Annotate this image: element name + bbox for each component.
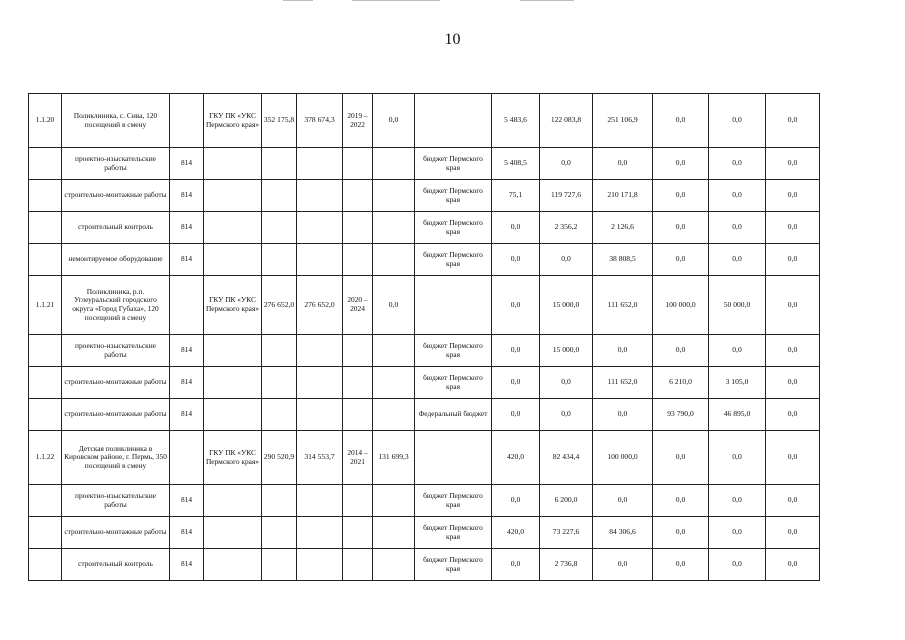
table-cell: 0,0	[653, 148, 709, 180]
table-cell	[297, 399, 343, 431]
table-cell: 814	[170, 148, 204, 180]
table-cell: 0,0	[653, 431, 709, 485]
table-cell: 0,0	[709, 94, 766, 148]
table-cell: ГКУ ПК «УКС Пермского края»	[204, 94, 262, 148]
table-cell: ГКУ ПК «УКС Пермского края»	[204, 276, 262, 335]
table-cell	[29, 148, 62, 180]
table-subrow	[29, 335, 820, 367]
table-cell: 0,0	[766, 94, 820, 148]
table-cell: 276 652,0	[262, 276, 297, 335]
table-cell: строительный контроль	[62, 212, 170, 244]
table-cell: 0,0	[492, 485, 540, 517]
table-cell	[204, 549, 262, 581]
table-cell: немонтируемое оборудование	[62, 244, 170, 276]
table-cell: 0,0	[653, 94, 709, 148]
table-cell	[262, 212, 297, 244]
table-cell: 0,0	[766, 517, 820, 549]
top-rule-middle	[352, 0, 440, 1]
table-cell	[297, 244, 343, 276]
table-cell: 1.1.22	[29, 431, 62, 485]
table-subrow	[29, 485, 820, 517]
table-cell: 0,0	[492, 212, 540, 244]
table-cell: 0,0	[540, 399, 593, 431]
table-cell: 814	[170, 517, 204, 549]
table-cell: 0,0	[766, 335, 820, 367]
top-rule-left	[283, 0, 313, 1]
table-cell: 2 736,8	[540, 549, 593, 581]
table-cell: 111 652,0	[593, 276, 653, 335]
table-cell: 5 408,5	[492, 148, 540, 180]
table-cell: проектно-изыскательские работы	[62, 148, 170, 180]
table-subrow	[29, 549, 820, 581]
table-cell: 814	[170, 549, 204, 581]
table-cell	[204, 244, 262, 276]
table-cell	[29, 335, 62, 367]
table-cell: 0,0	[593, 485, 653, 517]
table-cell: 0,0	[709, 244, 766, 276]
table-cell: 84 306,6	[593, 517, 653, 549]
table-cell: 0,0	[766, 431, 820, 485]
table-cell	[29, 485, 62, 517]
table-cell	[373, 367, 415, 399]
table-cell: 0,0	[540, 148, 593, 180]
table-cell: 0,0	[766, 367, 820, 399]
table-cell	[204, 212, 262, 244]
table-cell: 0,0	[709, 517, 766, 549]
table-cell	[262, 549, 297, 581]
table-cell	[262, 367, 297, 399]
table-cell	[29, 212, 62, 244]
table-cell: 100 000,0	[653, 276, 709, 335]
table-subrow	[29, 212, 820, 244]
table-cell: 276 652,0	[297, 276, 343, 335]
table-cell	[297, 549, 343, 581]
table-cell: 814	[170, 335, 204, 367]
top-rule-right	[520, 0, 574, 1]
table-cell: 0,0	[492, 276, 540, 335]
table-cell	[170, 276, 204, 335]
table-cell	[204, 335, 262, 367]
table-cell: бюджет Пермского края	[415, 485, 492, 517]
table-subrow	[29, 244, 820, 276]
table-cell: ГКУ ПК «УКС Пермского края»	[204, 431, 262, 485]
table-cell	[343, 517, 373, 549]
table-cell: 0,0	[709, 148, 766, 180]
table-cell	[297, 485, 343, 517]
table-cell: 6 210,0	[653, 367, 709, 399]
table-cell: 420,0	[492, 517, 540, 549]
table-cell: 0,0	[709, 180, 766, 212]
table-cell	[343, 399, 373, 431]
table-cell	[373, 180, 415, 212]
table-cell: 0,0	[653, 244, 709, 276]
table-cell	[170, 431, 204, 485]
table-cell: 93 790,0	[653, 399, 709, 431]
table-subrow	[29, 517, 820, 549]
table-cell	[297, 148, 343, 180]
budget-table	[28, 93, 820, 581]
table-cell: 352 175,8	[262, 94, 297, 148]
table-cell: 0,0	[373, 94, 415, 148]
table-cell: 50 000,0	[709, 276, 766, 335]
table-cell	[262, 399, 297, 431]
table-cell: 119 727,6	[540, 180, 593, 212]
table-cell: Детская поликлиника в Кировском районе, г. Пермь, 350 посещений в смену	[62, 431, 170, 485]
table-cell: бюджет Пермского края	[415, 517, 492, 549]
table-cell	[415, 276, 492, 335]
table-cell: бюджет Пермского края	[415, 549, 492, 581]
table-cell: 0,0	[709, 212, 766, 244]
table-cell	[297, 180, 343, 212]
table-cell	[297, 335, 343, 367]
table-cell: 0,0	[766, 399, 820, 431]
table-cell: 0,0	[766, 485, 820, 517]
table-cell: 15 000,0	[540, 335, 593, 367]
table-cell	[343, 148, 373, 180]
table-cell: 2 126,6	[593, 212, 653, 244]
table-cell: 0,0	[653, 335, 709, 367]
table-cell: 0,0	[593, 399, 653, 431]
table-cell: 814	[170, 367, 204, 399]
table-cell	[204, 485, 262, 517]
table-cell	[262, 517, 297, 549]
table-cell	[262, 485, 297, 517]
table-cell	[297, 517, 343, 549]
table-cell: бюджет Пермского края	[415, 335, 492, 367]
table-cell: 420,0	[492, 431, 540, 485]
table-cell: 0,0	[492, 399, 540, 431]
table-cell: 0,0	[653, 517, 709, 549]
table-cell	[343, 485, 373, 517]
table-cell: бюджет Пермского края	[415, 244, 492, 276]
table-cell	[29, 549, 62, 581]
table-cell: 0,0	[709, 485, 766, 517]
table-cell	[262, 244, 297, 276]
table-cell	[29, 399, 62, 431]
table-body	[29, 94, 820, 581]
table-cell	[343, 335, 373, 367]
table-cell: 0,0	[766, 276, 820, 335]
table-cell	[373, 335, 415, 367]
table-cell: 0,0	[709, 431, 766, 485]
table-cell: 0,0	[766, 180, 820, 212]
table-cell: 0,0	[766, 244, 820, 276]
table-cell	[29, 244, 62, 276]
table-cell	[262, 180, 297, 212]
table-cell	[204, 180, 262, 212]
table-subrow	[29, 399, 820, 431]
table-cell: 122 083,8	[540, 94, 593, 148]
table-cell	[373, 244, 415, 276]
table-cell: 5 483,6	[492, 94, 540, 148]
table-cell: строительный контроль	[62, 549, 170, 581]
table-cell	[204, 399, 262, 431]
table-cell: 0,0	[766, 549, 820, 581]
table-cell: 0,0	[492, 244, 540, 276]
table-cell	[262, 335, 297, 367]
table-subrow	[29, 180, 820, 212]
table-cell: 0,0	[593, 148, 653, 180]
table-cell: бюджет Пермского края	[415, 148, 492, 180]
table-cell: 3 105,0	[709, 367, 766, 399]
table-cell: 378 674,3	[297, 94, 343, 148]
table-cell: Поликлиника, р.п. Углеуральский городского округа «Город Губаха», 120 посещений в смену	[62, 276, 170, 335]
table-cell: бюджет Пермского края	[415, 367, 492, 399]
table-cell	[343, 244, 373, 276]
table-cell: 1.1.20	[29, 94, 62, 148]
table-cell: 75,1	[492, 180, 540, 212]
table-cell: 0,0	[653, 549, 709, 581]
table-subrow	[29, 367, 820, 399]
table-cell	[262, 148, 297, 180]
table-cell: 46 895,0	[709, 399, 766, 431]
table-cell: строительно-монтажные работы	[62, 367, 170, 399]
table-cell: 0,0	[709, 335, 766, 367]
table-subrow	[29, 148, 820, 180]
table-cell: 38 808,5	[593, 244, 653, 276]
table-cell	[204, 148, 262, 180]
table-cell: 814	[170, 212, 204, 244]
table-cell	[29, 180, 62, 212]
table-cell	[373, 549, 415, 581]
table-cell: 0,0	[653, 212, 709, 244]
table-cell: 814	[170, 244, 204, 276]
table-cell: Поликлиника, с. Сива, 120 посещений в смену	[62, 94, 170, 148]
table-cell: бюджет Пермского края	[415, 212, 492, 244]
table-cell: 82 434,4	[540, 431, 593, 485]
table-cell: 0,0	[653, 485, 709, 517]
table-cell: 1.1.21	[29, 276, 62, 335]
table-cell: 0,0	[766, 148, 820, 180]
table-cell: 0,0	[766, 212, 820, 244]
table-cell	[297, 367, 343, 399]
table-row	[29, 431, 820, 485]
table-cell: 15 000,0	[540, 276, 593, 335]
table-cell	[297, 212, 343, 244]
table-cell: 2020 – 2024	[343, 276, 373, 335]
table-cell: 0,0	[540, 367, 593, 399]
table-cell: бюджет Пермского края	[415, 180, 492, 212]
table-cell	[373, 517, 415, 549]
table-cell	[373, 212, 415, 244]
table-cell: 814	[170, 180, 204, 212]
table-cell: строительно-монтажные работы	[62, 517, 170, 549]
table-cell: 2014 – 2021	[343, 431, 373, 485]
table-cell	[29, 367, 62, 399]
table-cell: строительно-монтажные работы	[62, 399, 170, 431]
page-number: 10	[444, 31, 461, 48]
table-cell: 314 553,7	[297, 431, 343, 485]
table-cell: 2019 – 2022	[343, 94, 373, 148]
table-cell: 210 171,8	[593, 180, 653, 212]
table-cell	[343, 212, 373, 244]
table-cell	[204, 517, 262, 549]
table-cell: 0,0	[709, 549, 766, 581]
table-cell: 814	[170, 485, 204, 517]
table-cell: проектно-изыскательские работы	[62, 485, 170, 517]
table-cell: Федеральный бюджет	[415, 399, 492, 431]
table-row	[29, 94, 820, 148]
table-cell: 111 652,0	[593, 367, 653, 399]
table-cell: 0,0	[593, 335, 653, 367]
table-cell: 0,0	[540, 244, 593, 276]
table-cell: 0,0	[492, 367, 540, 399]
table-cell	[343, 367, 373, 399]
table-cell: 0,0	[492, 335, 540, 367]
table-cell: 73 227,6	[540, 517, 593, 549]
table-cell: 0,0	[492, 549, 540, 581]
table-cell	[373, 399, 415, 431]
table-cell	[170, 94, 204, 148]
table-cell	[373, 148, 415, 180]
table-cell: 2 356,2	[540, 212, 593, 244]
table-cell	[343, 549, 373, 581]
table-cell	[415, 431, 492, 485]
table-cell	[29, 517, 62, 549]
table-cell: 6 200,0	[540, 485, 593, 517]
table-cell: 131 699,3	[373, 431, 415, 485]
table-cell: строительно-монтажные работы	[62, 180, 170, 212]
table-cell: проектно-изыскательские работы	[62, 335, 170, 367]
table-row	[29, 276, 820, 335]
table-cell: 814	[170, 399, 204, 431]
table-cell: 251 106,9	[593, 94, 653, 148]
table-cell: 0,0	[653, 180, 709, 212]
table-cell: 0,0	[373, 276, 415, 335]
table-cell: 100 000,0	[593, 431, 653, 485]
table-cell	[415, 94, 492, 148]
table-cell	[373, 485, 415, 517]
table-cell	[204, 367, 262, 399]
table-cell: 0,0	[593, 549, 653, 581]
table-cell	[343, 180, 373, 212]
table-cell: 290 520,9	[262, 431, 297, 485]
